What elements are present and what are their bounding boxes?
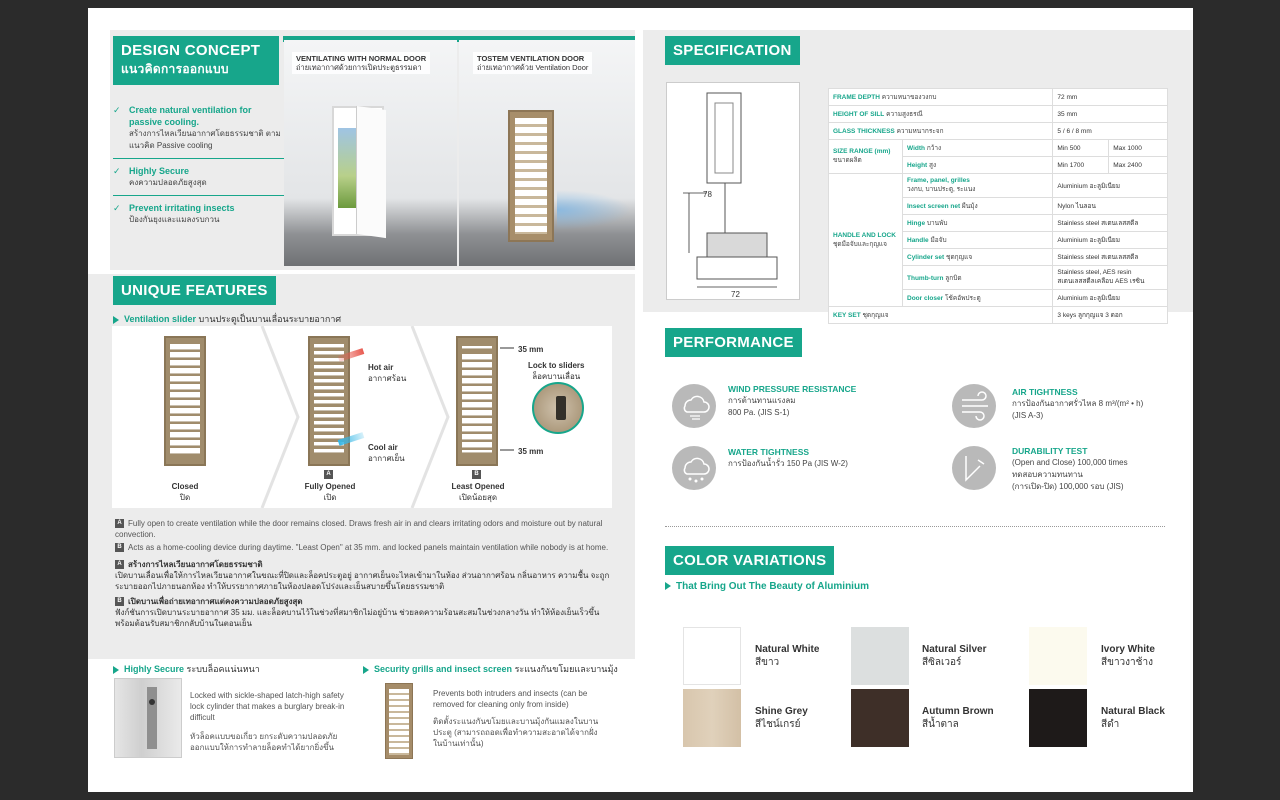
table-row: Door closer โช้คอัพประตู Aluminium อะลูมิเนียม bbox=[829, 290, 1168, 307]
table-row: Thumb-turn ลูกบิด Stainless steel, AES resin สเตนเลสสตีลเคลือบ AES เรซิน bbox=[829, 266, 1168, 290]
lock-label: Lock to sliders ล็อคบานเลื่อน bbox=[528, 361, 585, 381]
hot-air-label: Hot air อากาศร้อน bbox=[368, 363, 407, 383]
label-natural-silver: Natural Silver สีซิลเวอร์ bbox=[922, 644, 987, 668]
table-row: HANDLE AND LOCK ชุดมือจับและกุญแจ Frame, panel, grilles วงกบ, บานประตู, ระแนง Aluminium อะลูมิเนียม bbox=[829, 174, 1168, 198]
durability-icon bbox=[952, 446, 996, 490]
caption-normal-door: VENTILATING WITH NORMAL DOOR ถ่ายเทอากาศด้วยการเปิดประตูธรรมดา bbox=[292, 52, 430, 74]
specification-title: SPECIFICATION bbox=[665, 36, 800, 65]
design-concept-title: DESIGN CONCEPT แนวคิดการออกแบบ bbox=[113, 36, 279, 85]
grills-text: Prevents both intruders and insects (can be removed for cleaning only from inside) ติดตั้งระแนงกันขโมยและบานมุ้งกันแมลงในบานประตู (สามารถถอดเพื่อทำความสะอาดได้จากฝั่งในบ้านเท่านั้น) bbox=[433, 689, 599, 748]
dotted-divider bbox=[665, 526, 1165, 527]
swatch-natural-black bbox=[1029, 689, 1087, 747]
secure-text: Locked with sickle-shaped latch-high safety lock cylinder that makes a burglary break-in difficult หัวล็อคแบบขอเกี่ยว ยกระดับความปลอดภัยออกแบบให้การทำลายล็อคทำได้ยากยิ่งขึ้น bbox=[190, 691, 345, 752]
lock-zoom-circle bbox=[532, 382, 584, 434]
label-shine-grey: Shine Grey สีไชน์เกรย์ bbox=[755, 706, 808, 730]
cool-air-label: Cool air อากาศเย็น bbox=[368, 443, 405, 463]
table-row: Hinge บานพับ Stainless steel สเตนเลสสตีล bbox=[829, 215, 1168, 232]
slider-heading: Ventilation slider บานประตูเป็นบานเลื่อนระบายอากาศ bbox=[113, 312, 341, 326]
door-opening bbox=[332, 106, 384, 236]
table-row: KEY SET ชุดกุญแจ 3 keys ลูกกุญแจ 3 ดอก bbox=[829, 307, 1168, 324]
color-subtitle: That Bring Out The Beauty of Aluminium bbox=[665, 581, 869, 592]
table-row: HEIGHT OF SILL ความสูงธรณี 35 mm bbox=[829, 106, 1168, 123]
table-row: Height สูง Min 1700 Max 2400 bbox=[829, 157, 1168, 174]
badge-b: B bbox=[472, 470, 481, 479]
label-natural-black: Natural Black สีดำ bbox=[1101, 706, 1165, 730]
water-tightness-icon bbox=[672, 446, 716, 490]
design-concept-list bbox=[113, 104, 285, 232]
slider-diagram bbox=[112, 326, 612, 508]
frame-section-drawing bbox=[666, 82, 800, 300]
table-row: GLASS THICKNESS ความหนากระจก 5 / 6 / 8 mm bbox=[829, 123, 1168, 140]
air-tightness-block: AIR TIGHTNESS การป้องกันอากาศรั่วไหล 8 m³/(m² • h) (JIS A-3) bbox=[1012, 387, 1144, 420]
dimension-bracket-icon bbox=[500, 342, 524, 462]
badge-a: A bbox=[324, 470, 333, 479]
door-closed bbox=[164, 336, 206, 466]
feature-notes: A Fully open to create ventilation while the door remains closed. Draws fresh air in and clears irritating odors and moisture out by natural convection. B Acts as a home-cooling device during daytime. "Least Open" at 35 mm. and locked panels maintain ventilation while nobody is at home. A สร้างการไหลเวียนอากาศโดยธรรมชาติ เปิดบานเลื่อนเพื่อให้การไหลเวียนอากาศในขณะที่ปิดและล็อคประตูอยู่ อากาศเย็นจะไหลเข้ามาในห้อง ส่วนอากาศร้อน กลิ่นอาหาร ความชื้น จะถูกระบายออกไปภายนอกห้อง ทำให้บรรยากาศภายในห้องปลอดโปร่งและเย็นสบายขึ้นโดยธรรมชาติ B เปิดบานเพื่อถ่ายเทอากาศแต่คงความปลอดภัยสูงสุด ฟังก์ชันการเปิดบานระบายอากาศ 35 มม. และล็อคบานไว้ในช่วงที่สมาชิกไม่อยู่บ้าน ช่วยลดความร้อนสะสมในช่วงกลางวัน ทำให้ห้องเย็นเร็วขึ้นพร้อมต้อนรับสมาชิกกลับบ้านในตอนเย็น bbox=[115, 519, 610, 628]
swatch-ivory-white bbox=[1029, 627, 1087, 685]
airflow-effect bbox=[557, 190, 631, 230]
secure-heading: Highly Secure ระบบล็อคแน่นหนา bbox=[113, 662, 260, 676]
label-autumn-brown: Autumn Brown สีน้ำตาล bbox=[922, 706, 994, 730]
wind-pressure-icon bbox=[672, 384, 716, 428]
color-variations-title: COLOR VARIATIONS bbox=[665, 546, 834, 575]
water-tightness-block: WATER TIGHTNESS การป้องกันน้ำรั่ว 150 Pa (JIS W-2) bbox=[728, 447, 848, 468]
grills-heading: Security grills and insect screen ระแนงกันขโมยและบานมุ้ง bbox=[363, 662, 618, 676]
caption-ventilation-door: TOSTEM VENTILATION DOOR ถ่ายเทอากาศด้วย Ventilation Door bbox=[473, 52, 592, 74]
unique-features-title: UNIQUE FEATURES bbox=[113, 276, 276, 305]
dimension-top: 35 mm bbox=[518, 345, 544, 354]
table-row: Cylinder set ชุดกุญแจ Stainless steel สเตนเลสสตีล bbox=[829, 249, 1168, 266]
performance-title: PERFORMANCE bbox=[665, 328, 802, 357]
durability-block: DURABILITY TEST (Open and Close) 100,000 times ทดสอบความทนทาน (การเปิด-ปิด) 100,000 รอบ (JIS) bbox=[1012, 446, 1128, 491]
dimension-bottom: 35 mm bbox=[518, 447, 544, 456]
table-row: Handle มือจับ Aluminium อะลูมิเนียม bbox=[829, 232, 1168, 249]
dimension-78: 78 bbox=[703, 190, 712, 199]
label-least-opened: Least Opened เปิดน้อยสุด bbox=[451, 482, 505, 502]
label-natural-white: Natural White สีขาว bbox=[755, 644, 820, 668]
table-row: SIZE RANGE (mm) ขนาดผลิต Width กว้าง Min 500 Max 1000 bbox=[829, 140, 1168, 157]
section-drawing-icon bbox=[667, 83, 801, 301]
secure-lock-image bbox=[114, 678, 182, 758]
brochure-page bbox=[88, 8, 1193, 792]
room-photo-normal-door bbox=[284, 40, 457, 266]
label-fully-opened: Fully Opened เปิด bbox=[304, 482, 356, 502]
wind-pressure-block: WIND PRESSURE RESISTANCE การต้านทานแรงลม 800 Pa. (JIS S-1) bbox=[728, 384, 857, 417]
swatch-shine-grey bbox=[683, 689, 741, 747]
list-item: ✓ Highly Secure คงความปลอดภัยสูงสุด bbox=[113, 159, 285, 196]
list-item: ✓ Create natural ventilation for passive cooling. สร้างการไหลเวียนอากาศโดยธรรมชาติ ตามแนวคิด Passive cooling bbox=[113, 104, 285, 159]
ventilation-door-image bbox=[508, 110, 554, 242]
label-closed: Closed ปิด bbox=[171, 482, 199, 502]
table-row: Insect screen net ผืนมุ้ง Nylon ไนลอน bbox=[829, 198, 1168, 215]
list-item: ✓ Prevent irritating insects ป้องกันยุงและแมลงรบกวน bbox=[113, 196, 285, 232]
air-tightness-icon bbox=[952, 384, 996, 428]
table-row: FRAME DEPTH ความหนาของวงกบ 72 mm bbox=[829, 89, 1168, 106]
door-least-opened bbox=[456, 336, 498, 466]
swatch-autumn-brown bbox=[851, 689, 909, 747]
label-ivory-white: Ivory White สีขาวงาช้าง bbox=[1101, 644, 1155, 668]
dimension-72: 72 bbox=[731, 290, 740, 299]
swatch-natural-white bbox=[683, 627, 741, 685]
grills-door-image bbox=[385, 683, 413, 759]
swatch-natural-silver bbox=[851, 627, 909, 685]
specification-table bbox=[828, 88, 1168, 324]
room-photo-ventilation-door bbox=[459, 40, 635, 266]
